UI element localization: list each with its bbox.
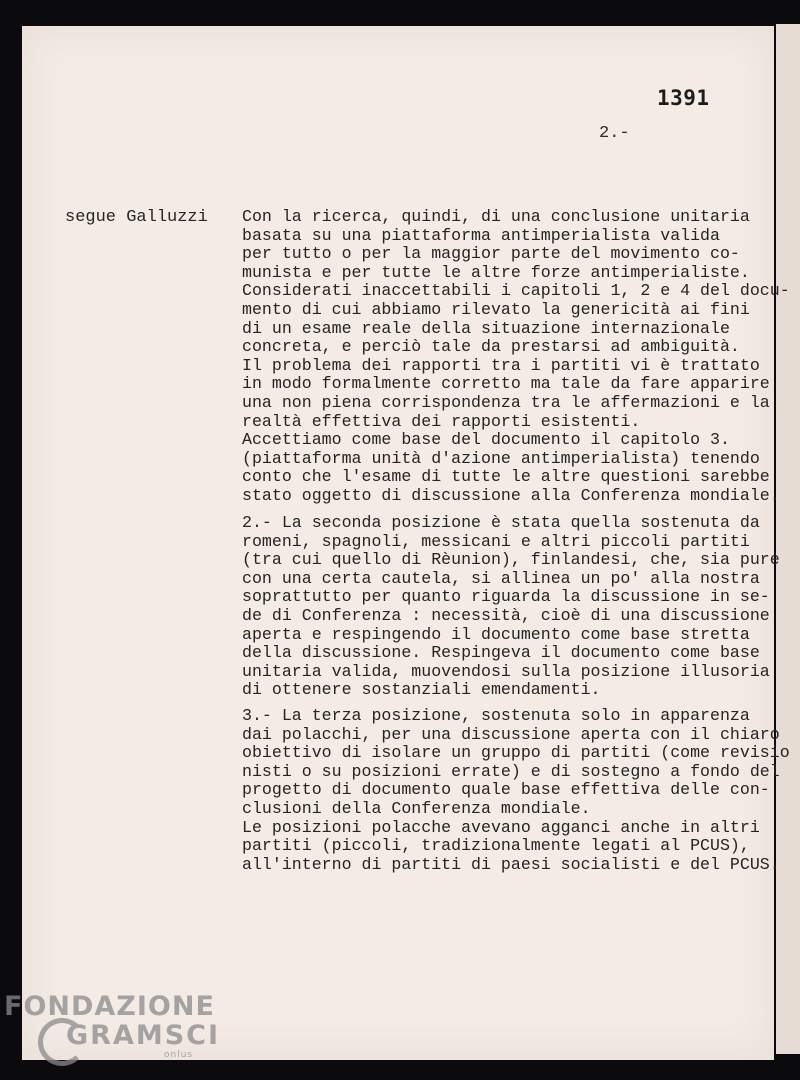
text-line: stato oggetto di discussione alla Conferenza mondiale.	[242, 485, 780, 505]
margin-label: segue Galluzzi	[65, 208, 208, 227]
text-line: Accettiamo come base del documento il capitolo 3.	[242, 430, 730, 450]
text-line: dai polacchi, per una discussione aperta con il chiaro	[242, 724, 780, 744]
watermark-line2: GRAMSCI	[66, 1020, 221, 1051]
text-line: (tra cui quello di Rèunion), finlandesi, che, sia pure	[242, 550, 780, 570]
text-line: partiti (piccoli, tradizionalmente legati al PCUS),	[242, 836, 750, 856]
watermark-logo-ring	[38, 1018, 86, 1066]
text-line: 3.- La terza posizione, sostenuta solo in apparenza	[242, 706, 750, 725]
text-line: Considerati inaccettabili i capitoli 1, 2 e 4 del docu-	[242, 281, 790, 301]
text-line: della discussione. Respingeva il documento come base	[242, 643, 760, 663]
page-number: 1391	[657, 86, 710, 110]
text-line: munista e per tutte le altre forze antimperialiste.	[242, 262, 750, 282]
text-line: basata su una piattaforma antimperialista valida	[242, 225, 720, 245]
watermark-line1: FONDAZIONE	[4, 991, 215, 1022]
text-line: aperta e respingendo il documento come base stretta	[242, 624, 750, 644]
text-line: con una certa cautela, si allinea un po' alla nostra	[242, 568, 760, 588]
section-number: 2.-	[599, 124, 630, 143]
text-line: nisti o su posizioni errate) e di sostegno a fondo del	[242, 761, 780, 781]
text-line: (piattaforma unità d'azione antimperialista) tenendo	[242, 448, 760, 468]
text-line: obiettivo di isolare un gruppo di partiti (come revisio	[242, 743, 790, 763]
text-line: romeni, spagnoli, messicani e altri piccoli partiti	[242, 531, 750, 551]
text-line: realtà effettiva dei rapporti esistenti.	[242, 411, 641, 431]
paragraph-3	[242, 707, 790, 874]
text-line: Le posizioni polacche avevano agganci anche in altri	[242, 817, 760, 837]
text-line: progetto di documento quale base effettiva delle con-	[242, 780, 770, 800]
text-line: una non piena corrispondenza tra le affermazioni e la	[242, 392, 770, 412]
foundation-watermark	[4, 991, 221, 1060]
text-line: unitaria valida, muovendosi sulla posizione illusoria	[242, 661, 770, 681]
text-line: di ottenere sostanziali emendamenti.	[242, 680, 601, 700]
text-line: mento di cui abbiamo rilevato la genericità ai fini	[242, 299, 750, 319]
paragraph-1	[242, 208, 790, 506]
paragraph-2	[242, 514, 780, 700]
text-line: soprattutto per quanto riguarda la discussione in se-	[242, 587, 770, 607]
text-line: clusioni della Conferenza mondiale.	[242, 798, 591, 818]
text-line: concreta, e perciò tale da prestarsi ad ambiguità.	[242, 337, 740, 357]
text-line: Il problema dei rapporti tra i partiti vi è trattato	[242, 355, 760, 375]
text-line: per tutto o per la maggior parte del movimento co-	[242, 244, 740, 264]
text-line: 2.- La seconda posizione è stata quella sostenuta da	[242, 513, 760, 532]
text-line: in modo formalmente corretto ma tale da fare apparire	[242, 374, 770, 394]
text-line: all'interno di partiti di paesi socialisti e del PCUS.	[242, 854, 780, 874]
text-line: di un esame reale della situazione internazionale	[242, 318, 730, 338]
text-line: de di Conferenza : necessità, cioè di una discussione	[242, 605, 770, 625]
text-line: conto che l'esame di tutte le altre questioni sarebbe	[242, 467, 770, 487]
text-line: Con la ricerca, quindi, di una conclusione unitaria	[242, 207, 750, 226]
watermark-small: onlus	[164, 1050, 194, 1060]
